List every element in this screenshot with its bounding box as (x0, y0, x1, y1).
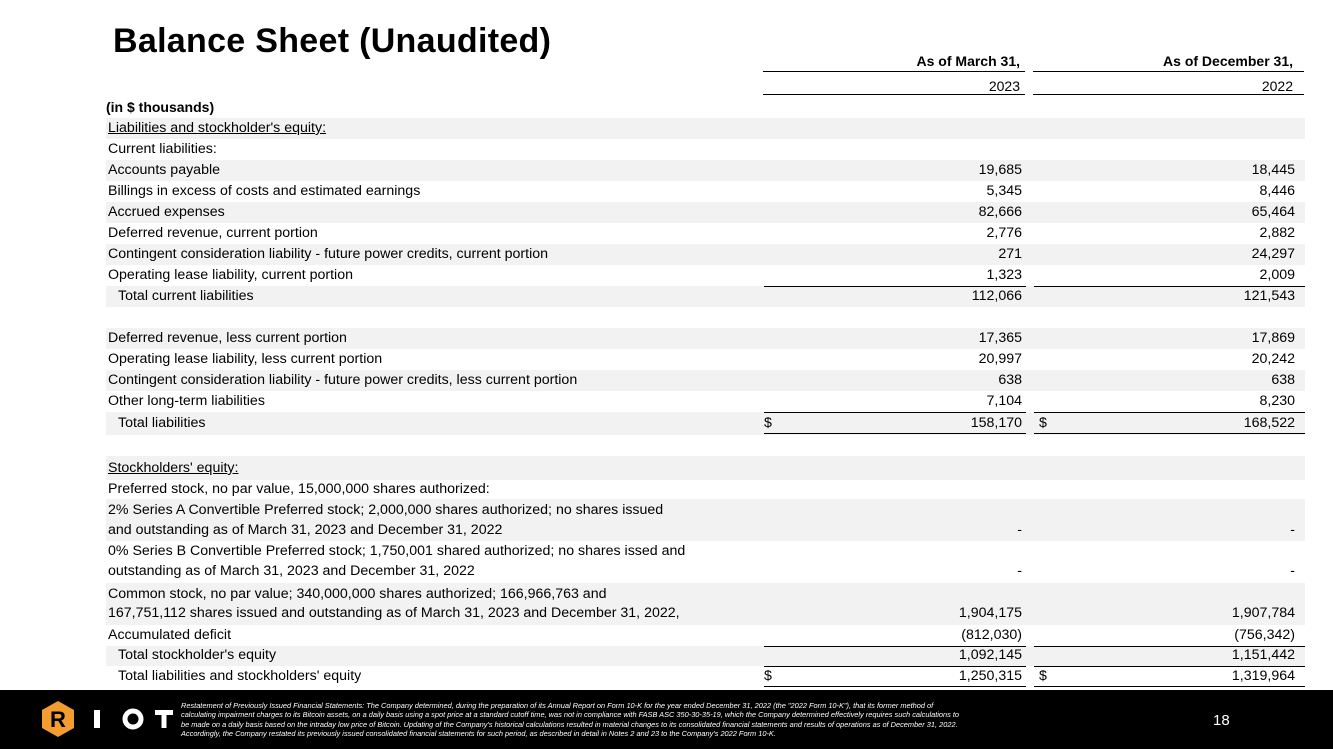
row-value-2023: 17,365 (978, 330, 1022, 346)
table-row (106, 349, 1305, 370)
row-label-line2: 167,751,112 shares issued and outstanding as of March 31, 2023 and December 31, 2022, (108, 605, 680, 621)
spacer-row (106, 307, 1305, 328)
row-value-2022: 168,522 (1243, 415, 1295, 431)
row-label-line2: and outstanding as of March 31, 2023 and December 31, 2022 (108, 522, 503, 538)
dollar-sign: $ (764, 668, 772, 684)
disclaimer-line: Restatement of Previously Issued Financial Statements: The Company determined, during the preparation of its Annual Report on Form 10-K for the year ended December 31, 2022 (the "2022 Form 10-K"), that its former method of (181, 701, 934, 710)
row-label: Contingent consideration liability - future power credits, less current portion (108, 372, 578, 388)
units-label: (in $ thousands) (106, 99, 215, 115)
row-value-2023: 158,170 (970, 415, 1022, 431)
table-row (106, 265, 1305, 286)
row-label: Total liabilities (118, 415, 206, 431)
table-row (106, 541, 1305, 583)
svg-text:R: R (50, 707, 66, 732)
subtotal-rule (1034, 666, 1305, 667)
row-value-2023: - (1017, 522, 1022, 538)
table-row (106, 328, 1305, 349)
row-value-2022: 8,230 (1259, 393, 1295, 409)
table-row (106, 391, 1305, 412)
row-value-2023: 2,776 (986, 225, 1022, 241)
row-value-2022: 24,297 (1251, 246, 1295, 262)
disclaimer-line: be made on a daily basis based on the intraday low price of Bitcoin. Updating of the Company's historical calculations resulted in material changes to its consolidated financial statements and results of operations as of December 31, 2022. (181, 719, 958, 729)
footer-bar (0, 690, 1333, 749)
row-value-2022: 8,446 (1259, 183, 1295, 199)
col1-year-rule (763, 94, 1025, 95)
subtotal-rule (1034, 286, 1305, 287)
row-value-2023: 638 (998, 372, 1022, 388)
table-row (106, 139, 1305, 160)
row-value-2022: 1,907,784 (1231, 605, 1295, 621)
subtotal-rule (764, 286, 1026, 287)
row-label: Total current liabilities (118, 288, 254, 304)
row-label: Operating lease liability, less current portion (108, 351, 383, 367)
table-row (106, 625, 1305, 646)
row-label: Accrued expenses (108, 204, 225, 220)
row-label: Total stockholder's equity (118, 647, 277, 663)
row-value-2022: 18,445 (1251, 162, 1295, 178)
row-label: Accounts payable (108, 162, 220, 178)
total-rule (1034, 433, 1305, 434)
table-row (106, 118, 1305, 139)
row-value-2022: 2,882 (1259, 225, 1295, 241)
row-value-2022: - (1290, 522, 1295, 538)
table-row (106, 456, 1305, 480)
row-value-2023: (812,030) (961, 627, 1022, 643)
subtotal-rule (1034, 412, 1305, 413)
col2-header: As of December 31, (1163, 53, 1293, 69)
row-value-2022: 17,869 (1251, 330, 1295, 346)
row-label: Deferred revenue, current portion (108, 225, 318, 241)
table-row (106, 244, 1305, 265)
row-value-2023: 7,104 (986, 393, 1022, 409)
row-value-2023: 1,323 (986, 267, 1022, 283)
total-rule (764, 686, 1026, 687)
subtotal-rule (764, 412, 1026, 413)
table-row-total (106, 666, 1305, 688)
row-label: Common stock, no par value; 340,000,000 shares authorized; 166,966,763 and (108, 586, 607, 602)
row-value-2023: 82,666 (978, 204, 1022, 220)
row-label-line2: outstanding as of March 31, 2023 and December 31, 2022 (108, 563, 475, 579)
row-value-2023: 271 (998, 246, 1022, 262)
row-value-2022: - (1290, 563, 1295, 579)
row-label: Current liabilities: (108, 141, 217, 157)
dollar-sign: $ (764, 415, 772, 431)
table-row (106, 160, 1305, 181)
row-value-2023: 19,685 (978, 162, 1022, 178)
row-label: Deferred revenue, less current portion (108, 330, 347, 346)
row-label: Preferred stock, no par value, 15,000,000 shares authorized: (108, 481, 490, 497)
row-value-2022: 2,009 (1259, 267, 1295, 283)
table-row (106, 181, 1305, 202)
row-value-2022: (756,342) (1234, 627, 1295, 643)
col2-year-rule (1033, 94, 1304, 95)
col1-header-rule (763, 71, 1025, 72)
row-value-2023: 5,345 (986, 183, 1022, 199)
total-rule (1034, 686, 1305, 687)
table-row (106, 223, 1305, 244)
col2-year: 2022 (1261, 78, 1293, 94)
row-value-2022: 20,242 (1251, 351, 1295, 367)
row-label: Other long-term liabilities (108, 393, 265, 409)
table-row (106, 202, 1305, 223)
row-value-2023: 20,997 (978, 351, 1022, 367)
row-label: Total liabilities and stockholders' equity (118, 668, 362, 684)
row-value-2022: 121,543 (1243, 288, 1295, 304)
row-label: Contingent consideration liability - future power credits, current portion (108, 246, 549, 262)
col1-year: 2023 (988, 78, 1020, 94)
table-row (106, 583, 1305, 625)
row-value-2023: 1,250,315 (958, 668, 1022, 684)
row-value-2022: 1,151,442 (1231, 647, 1295, 663)
col2-header-rule (1033, 71, 1304, 72)
row-label: 0% Series B Convertible Preferred stock; 1,750,001 shared authorized; no shares issed and (108, 543, 686, 559)
table-row-total (106, 412, 1305, 435)
total-rule (764, 433, 1026, 434)
row-value-2023: 112,066 (971, 288, 1022, 304)
riot-logo (38, 699, 188, 739)
disclaimer-line: Accordingly, the Company restated its previously issued consolidated financial statements for such period, as described in detail in Notes 2 and 23 to the Company's 2022 Form 10-K. (181, 728, 776, 738)
row-label: Operating lease liability, current portion (108, 267, 353, 283)
row-label: Billings in excess of costs and estimated earnings (108, 183, 421, 199)
row-value-2022: 1,319,964 (1231, 668, 1295, 684)
table-row-total (106, 646, 1305, 666)
dollar-sign: $ (1039, 415, 1047, 431)
row-value-2023: 1,904,175 (958, 605, 1022, 621)
disclaimer-line: calculating impairment charges to its Bitcoin assets, on a daily basis using a spot price at a standard cutoff time, was not in compliance with FASB ASC 350-30-35-19, which the Company determined effectively requires such calculations to (181, 710, 960, 720)
table-row (106, 499, 1305, 541)
row-label: 2% Series A Convertible Preferred stock; 2,000,000 shares authorized; no shares issued (108, 502, 664, 518)
restatement-disclaimer (181, 701, 1206, 738)
page-number: 18 (1213, 712, 1230, 729)
page-title: Balance Sheet (Unaudited) (113, 22, 552, 60)
col1-header: As of March 31, (916, 53, 1020, 69)
row-value-2022: 638 (1271, 372, 1295, 388)
table-row (106, 480, 1305, 499)
row-value-2022: 65,464 (1251, 204, 1295, 220)
row-value-2023: 1,092,145 (958, 647, 1022, 663)
row-label: Accumulated deficit (108, 627, 232, 643)
row-value-2023: - (1017, 563, 1022, 579)
dollar-sign: $ (1039, 668, 1047, 684)
table-row (106, 370, 1305, 391)
section-heading: Stockholders' equity: (108, 460, 239, 476)
subtotal-rule (764, 666, 1026, 667)
section-heading: Liabilities and stockholder's equity: (108, 120, 327, 136)
table-row-total (106, 286, 1305, 307)
spacer-row (106, 435, 1305, 456)
